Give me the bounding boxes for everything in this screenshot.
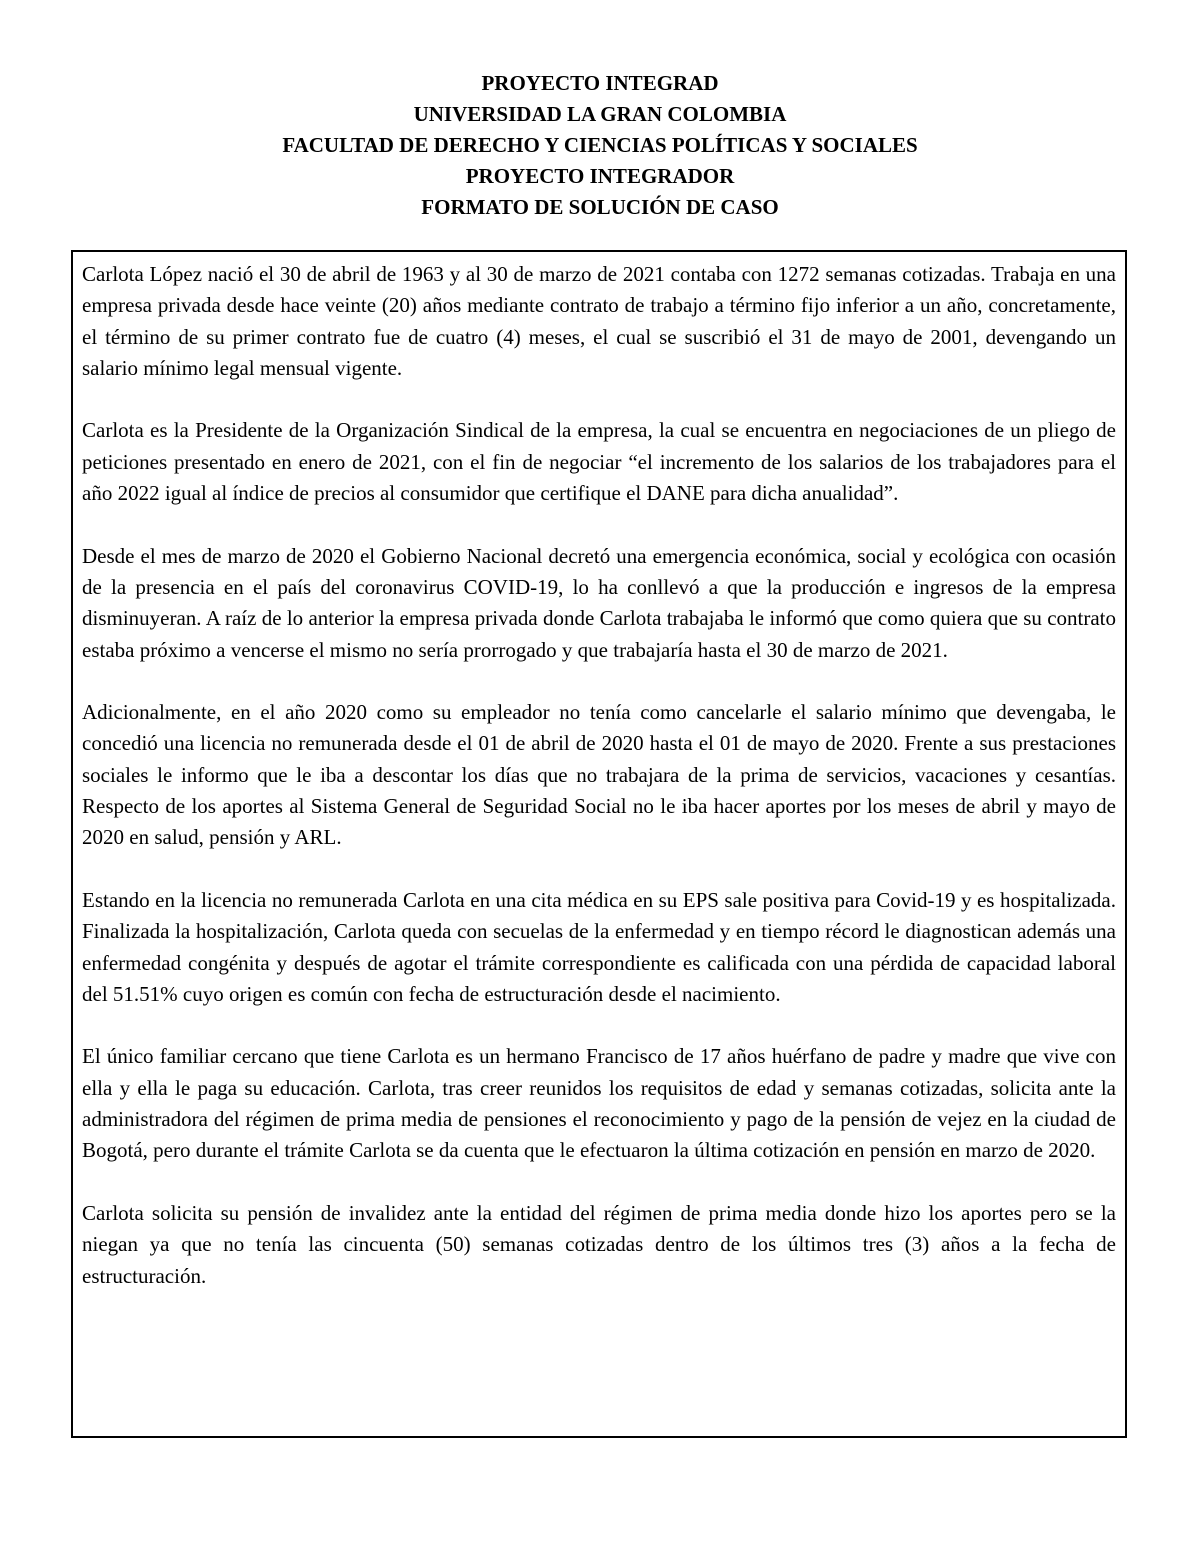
- header-project-title: PROYECTO INTEGRAD: [481, 71, 719, 95]
- header-project: PROYECTO INTEGRADOR: [465, 164, 735, 188]
- case-paragraph: Adicionalmente, en el año 2020 como su empleador no tenía como cancelarle el salario mínimo que devengaba, le concedió una licencia no remunerada desde el 01 de abril de 2020 hasta el 01 de mayo de 2020. Frente a sus prestaciones sociales le informo que le iba a descontar los días que no trabajara de la prima de servicios, vacaciones y cesantías. Respecto de los aportes al Sistema General de Seguridad Social no le iba hacer aportes por los meses de abril y mayo de 2020 en salud, pensión y ARL.: [82, 700, 1116, 850]
- case-paragraph: El único familiar cercano que tiene Carlota es un hermano Francisco de 17 años huérfano de padre y madre que vive con ella y ella le paga su educación. Carlota, tras creer reunidos los requisitos de edad y semanas cotizadas, solicita ante la administradora del régimen de prima media de pensiones el reconocimiento y pago de la pensión de vejez en la ciudad de Bogotá, pero durante el trámite Carlota se da cuenta que le efectuaron la última cotización en pensión en marzo de 2020.: [82, 1044, 1116, 1163]
- header-faculty: FACULTAD DE DERECHO Y CIENCIAS POLÍTICAS Y SOCIALES: [282, 133, 918, 157]
- case-paragraph: Carlota solicita su pensión de invalidez ante la entidad del régimen de prima media donde hizo los aportes pero se la niegan ya que no tenía las cincuenta (50) semanas cotizadas dentro de los últimos tres (3) años a la fecha de estructuración.: [82, 1200, 1116, 1288]
- case-paragraph: Estando en la licencia no remunerada Carlota en una cita médica en su EPS sale positiva para Covid-19 y es hospitalizada. Finalizada la hospitalización, Carlota queda con secuelas de la enfermedad y en tiempo récord le diagnostican además una enfermedad congénita y después de agotar el trámite correspondiente es calificada con una pérdida de capacidad laboral del 51.51% cuyo origen es común con fecha de estructuración desde el nacimiento.: [82, 887, 1116, 1006]
- header-university: UNIVERSIDAD LA GRAN COLOMBIA: [413, 102, 787, 126]
- case-paragraph: Carlota López nació el 30 de abril de 1963 y al 30 de marzo de 2021 contaba con 1272 semanas cotizadas. Trabaja en una empresa privada desde hace veinte (20) años mediante contrato de trabajo a término fijo inferior a un año, concretamente, el término de su primer contrato fue de cuatro (4) meses, el cual se suscribió el 31 de mayo de 2001, devengando un salario mínimo legal mensual vigente.: [82, 262, 1116, 380]
- case-paragraph: Desde el mes de marzo de 2020 el Gobierno Nacional decretó una emergencia económica, social y ecológica con ocasión de la presencia en el país del coronavirus COVID-19, lo ha conllevó a que la producción e ingresos de la empresa disminuyeran. A raíz de lo anterior la empresa privada donde Carlota trabajaba le informó que como quiera que su contrato estaba próximo a vencerse el mismo no sería prorrogado y que trabajaría hasta el 30 de marzo de 2021.: [82, 543, 1116, 662]
- document-header: [0, 68, 1200, 223]
- case-text-box: [71, 250, 1127, 1438]
- case-paragraph: Carlota es la Presidente de la Organización Sindical de la empresa, la cual se encuentra en negociaciones de un pliego de peticiones presentado en enero de 2021, con el fin de negociar “el incremento de los salarios de los trabajadores para el año 2022 igual al índice de precios al consumidor que certifique el DANE para dicha anualidad”.: [82, 418, 1116, 506]
- header-format-title: FORMATO DE SOLUCIÓN DE CASO: [421, 195, 779, 219]
